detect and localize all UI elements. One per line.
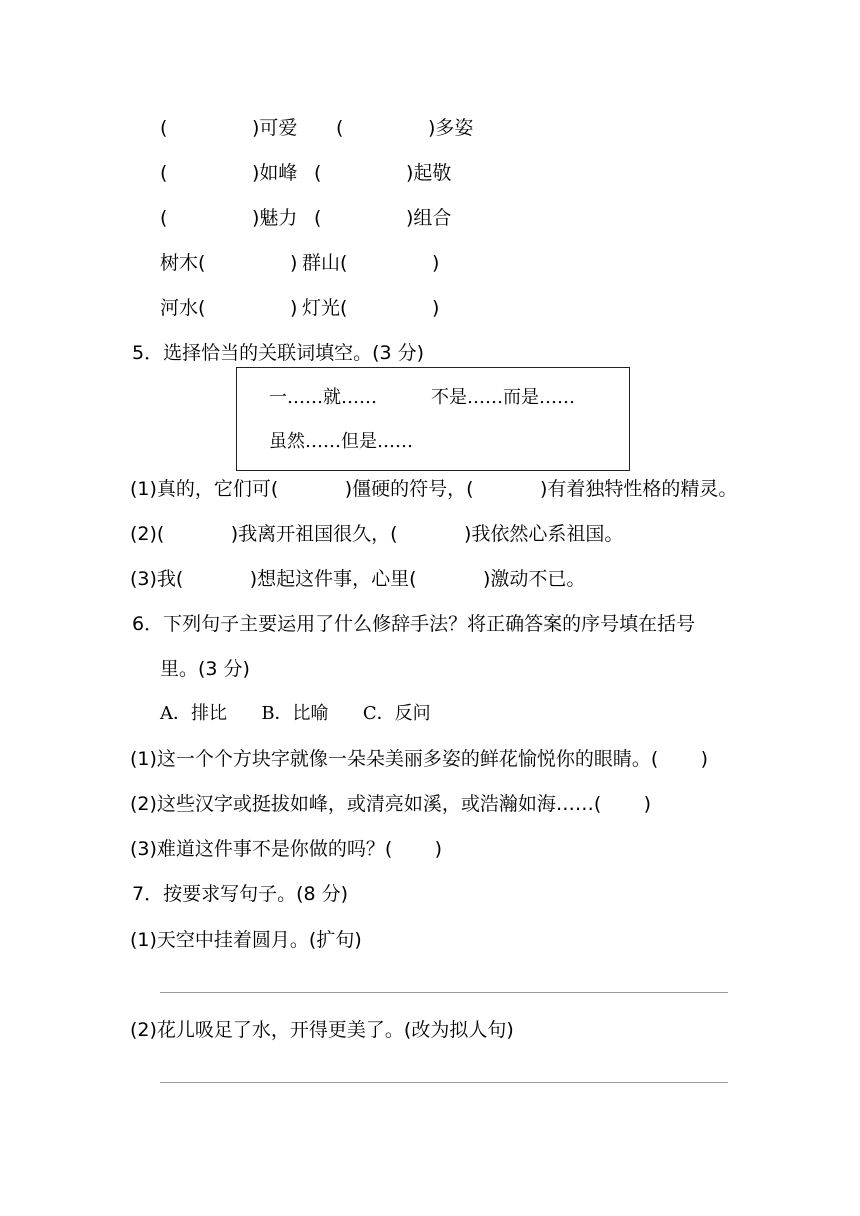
q5-sentence-1: (1)真的，它们可( )僵硬的符号，( )有着独特性格的精灵。 bbox=[130, 478, 738, 500]
q4-row5-right: 灯光( ) bbox=[302, 297, 440, 319]
q5-sentence-3: (3)我( )想起这件事，心里( )激动不已。 bbox=[130, 568, 586, 590]
q6-sentence-2: (2)这些汉字或挺拔如峰，或清亮如溪，或浩瀚如海……( ) bbox=[130, 793, 652, 815]
q4-row2-right: ( )起敬 bbox=[314, 162, 452, 184]
q7-sentence-2: (2)花儿吸足了水，开得更美了。(改为拟人句) bbox=[130, 1019, 514, 1041]
q6-title-line-1: 6．下列句子主要运用了什么修辞手法？将正确答案的序号填在括号 bbox=[132, 613, 696, 635]
q7-answer-line-1[interactable] bbox=[160, 992, 728, 993]
q5-box-word-2: 不是……而是…… bbox=[431, 387, 575, 408]
q6-sentence-1: (1)这一个个方块字就像一朵朵美丽多姿的鲜花愉悦你的眼睛。( ) bbox=[130, 748, 709, 770]
q4-row2-left: ( )如峰 bbox=[160, 162, 298, 184]
q5-box-word-3: 虽然……但是…… bbox=[269, 431, 413, 452]
q4-row1-left: ( )可爱 bbox=[160, 117, 298, 139]
q4-row3-left: ( )魅力 bbox=[160, 207, 298, 229]
q4-row3-right: ( )组合 bbox=[314, 207, 452, 229]
q7-answer-line-2[interactable] bbox=[160, 1082, 728, 1083]
q4-row4-right: 群山( ) bbox=[302, 252, 440, 274]
q6-options: A．排比 B．比喻 C．反问 bbox=[160, 703, 431, 724]
q6-title-line-2: 里。(3 分) bbox=[160, 658, 250, 680]
q5-title: 5．选择恰当的关联词填空。(3 分) bbox=[132, 342, 425, 364]
q4-row4-left: 树木( ) bbox=[160, 252, 298, 274]
q5-sentence-2: (2)( )我离开祖国很久，( )我依然心系祖国。 bbox=[130, 523, 624, 545]
q6-sentence-3: (3)难道这件事不是你做的吗？( ) bbox=[130, 838, 443, 860]
q5-word-box bbox=[236, 367, 630, 471]
q5-box-word-1: 一……就…… bbox=[269, 387, 377, 408]
q7-sentence-1: (1)天空中挂着圆月。(扩句) bbox=[130, 929, 362, 951]
q4-row1-right: ( )多姿 bbox=[336, 117, 474, 139]
q4-row5-left: 河水( ) bbox=[160, 297, 298, 319]
q7-title: 7．按要求写句子。(8 分) bbox=[132, 883, 349, 905]
